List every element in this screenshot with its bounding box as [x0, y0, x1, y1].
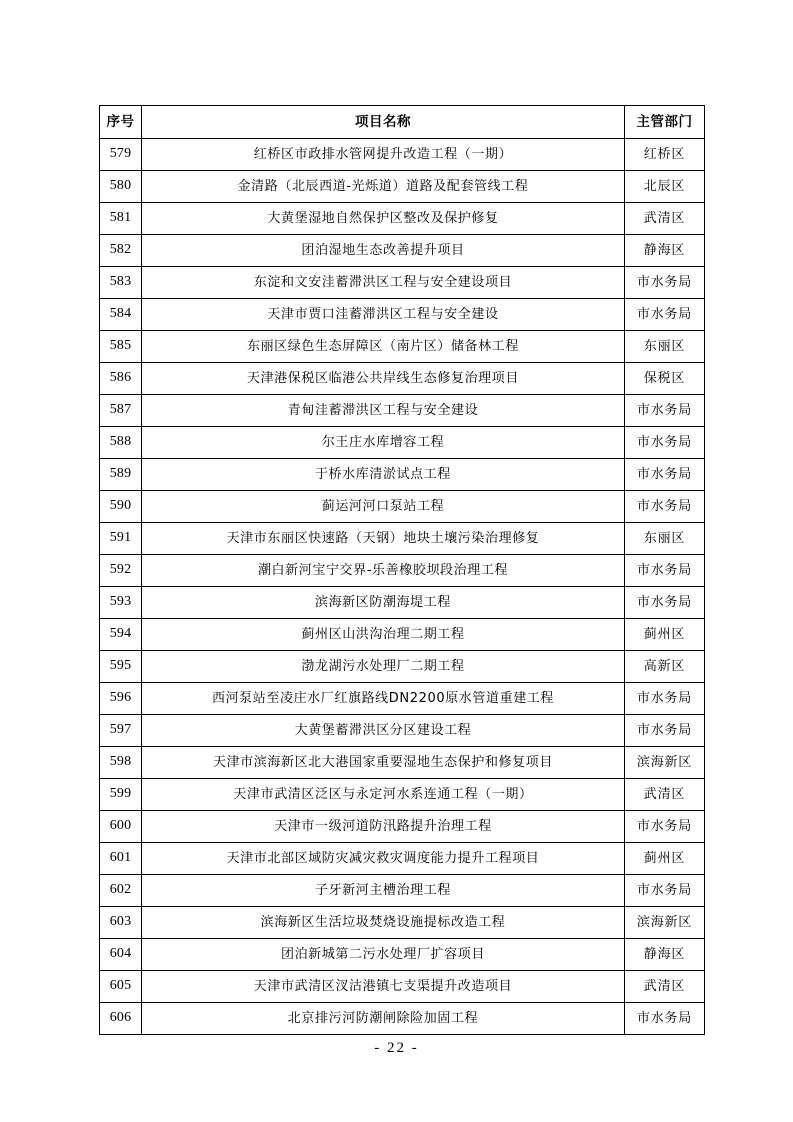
cell-sequence: 584 [100, 299, 142, 331]
table-row [100, 747, 705, 779]
cell-sequence: 580 [100, 171, 142, 203]
cell-project-name: 大黄堡湿地自然保护区整改及保护修复 [142, 203, 625, 235]
cell-department: 北辰区 [625, 171, 705, 203]
cell-project-name: 天津市武清区泛区与永定河水系连通工程（一期） [142, 779, 625, 811]
cell-sequence: 590 [100, 491, 142, 523]
table-row [100, 395, 705, 427]
cell-sequence: 589 [100, 459, 142, 491]
cell-department: 市水务局 [625, 587, 705, 619]
column-header-department: 主管部门 [625, 106, 705, 139]
cell-sequence: 585 [100, 331, 142, 363]
table-row [100, 459, 705, 491]
cell-department: 市水务局 [625, 491, 705, 523]
cell-project-name: 天津市一级河道防汛路提升治理工程 [142, 811, 625, 843]
cell-project-name: 渤龙湖污水处理厂二期工程 [142, 651, 625, 683]
cell-sequence: 596 [100, 683, 142, 715]
table-row [100, 587, 705, 619]
cell-department: 静海区 [625, 939, 705, 971]
cell-sequence: 592 [100, 555, 142, 587]
cell-department: 保税区 [625, 363, 705, 395]
cell-sequence: 600 [100, 811, 142, 843]
cell-department: 红桥区 [625, 139, 705, 171]
cell-project-name: 天津市滨海新区北大港国家重要湿地生态保护和修复项目 [142, 747, 625, 779]
table-row [100, 299, 705, 331]
cell-project-name: 蓟州区山洪沟治理二期工程 [142, 619, 625, 651]
cell-department: 市水务局 [625, 875, 705, 907]
cell-department: 市水务局 [625, 1003, 705, 1035]
cell-sequence: 582 [100, 235, 142, 267]
cell-project-name: 红桥区市政排水管网提升改造工程（一期） [142, 139, 625, 171]
cell-project-name: 滨海新区防潮海堤工程 [142, 587, 625, 619]
cell-department: 武清区 [625, 779, 705, 811]
cell-project-name: 团泊湿地生态改善提升项目 [142, 235, 625, 267]
cell-project-name: 东淀和文安洼蓄滞洪区工程与安全建设项目 [142, 267, 625, 299]
cell-department: 市水务局 [625, 267, 705, 299]
table-row [100, 203, 705, 235]
cell-department: 蓟州区 [625, 619, 705, 651]
table-row [100, 235, 705, 267]
cell-project-name: 团泊新城第二污水处理厂扩容项目 [142, 939, 625, 971]
cell-department: 滨海新区 [625, 907, 705, 939]
cell-project-name: 天津市北部区域防灾减灾救灾调度能力提升工程项目 [142, 843, 625, 875]
table-row [100, 363, 705, 395]
cell-department: 市水务局 [625, 459, 705, 491]
cell-sequence: 586 [100, 363, 142, 395]
cell-department: 武清区 [625, 971, 705, 1003]
table-row [100, 651, 705, 683]
cell-project-name: 西河泵站至凌庄水厂红旗路线DN2200原水管道重建工程 [142, 683, 625, 715]
page-number: - 22 - [374, 1040, 419, 1056]
cell-sequence: 602 [100, 875, 142, 907]
cell-project-name: 青甸洼蓄滞洪区工程与安全建设 [142, 395, 625, 427]
table-row [100, 843, 705, 875]
cell-project-name: 滨海新区生活垃圾焚烧设施提标改造工程 [142, 907, 625, 939]
table-row [100, 971, 705, 1003]
cell-department: 蓟州区 [625, 843, 705, 875]
cell-project-name: 蓟运河河口泵站工程 [142, 491, 625, 523]
project-list-table-container [99, 105, 704, 1035]
cell-sequence: 595 [100, 651, 142, 683]
cell-department: 市水务局 [625, 811, 705, 843]
cell-department: 市水务局 [625, 683, 705, 715]
cell-project-name: 天津市贾口洼蓄滞洪区工程与安全建设 [142, 299, 625, 331]
cell-project-name: 天津市东丽区快速路（天钢）地块土壤污染治理修复 [142, 523, 625, 555]
table-row [100, 683, 705, 715]
cell-department: 东丽区 [625, 331, 705, 363]
cell-sequence: 594 [100, 619, 142, 651]
cell-sequence: 581 [100, 203, 142, 235]
cell-sequence: 587 [100, 395, 142, 427]
project-list-table [99, 105, 705, 1035]
table-row [100, 491, 705, 523]
table-row [100, 715, 705, 747]
cell-sequence: 603 [100, 907, 142, 939]
table-row [100, 523, 705, 555]
cell-department: 滨海新区 [625, 747, 705, 779]
cell-project-name: 天津市武清区汊沽港镇七支渠提升改造项目 [142, 971, 625, 1003]
cell-sequence: 597 [100, 715, 142, 747]
table-row [100, 171, 705, 203]
table-row [100, 939, 705, 971]
cell-sequence: 598 [100, 747, 142, 779]
column-header-sequence: 序号 [100, 106, 142, 139]
cell-project-name: 天津港保税区临港公共岸线生态修复治理项目 [142, 363, 625, 395]
cell-sequence: 588 [100, 427, 142, 459]
cell-project-name: 北京排污河防潮闸除险加固工程 [142, 1003, 625, 1035]
cell-sequence: 593 [100, 587, 142, 619]
table-row [100, 1003, 705, 1035]
table-body [100, 139, 705, 1035]
cell-department: 静海区 [625, 235, 705, 267]
table-row [100, 331, 705, 363]
cell-project-name: 于桥水库清淤试点工程 [142, 459, 625, 491]
cell-project-name: 东丽区绿色生态屏障区（南片区）储备林工程 [142, 331, 625, 363]
cell-sequence: 599 [100, 779, 142, 811]
table-header [100, 106, 705, 139]
table-row [100, 907, 705, 939]
table-header-row [100, 106, 705, 139]
cell-department: 市水务局 [625, 555, 705, 587]
cell-sequence: 591 [100, 523, 142, 555]
cell-sequence: 601 [100, 843, 142, 875]
cell-department: 市水务局 [625, 299, 705, 331]
cell-project-name: 尔王庄水库增容工程 [142, 427, 625, 459]
table-row [100, 875, 705, 907]
column-header-project-name: 项目名称 [142, 106, 625, 139]
cell-sequence: 604 [100, 939, 142, 971]
table-row [100, 555, 705, 587]
table-row [100, 811, 705, 843]
cell-sequence: 579 [100, 139, 142, 171]
cell-department: 东丽区 [625, 523, 705, 555]
cell-department: 市水务局 [625, 395, 705, 427]
cell-department: 市水务局 [625, 427, 705, 459]
cell-department: 市水务局 [625, 715, 705, 747]
cell-sequence: 605 [100, 971, 142, 1003]
cell-project-name: 子牙新河主槽治理工程 [142, 875, 625, 907]
table-row [100, 139, 705, 171]
cell-department: 武清区 [625, 203, 705, 235]
table-row [100, 427, 705, 459]
cell-project-name: 潮白新河宝宁交界-乐善橡胶坝段治理工程 [142, 555, 625, 587]
table-row [100, 779, 705, 811]
cell-sequence: 606 [100, 1003, 142, 1035]
cell-sequence: 583 [100, 267, 142, 299]
cell-project-name: 大黄堡蓄滞洪区分区建设工程 [142, 715, 625, 747]
table-row [100, 619, 705, 651]
cell-department: 高新区 [625, 651, 705, 683]
cell-project-name: 金清路（北辰西道-光烁道）道路及配套管线工程 [142, 171, 625, 203]
table-row [100, 267, 705, 299]
